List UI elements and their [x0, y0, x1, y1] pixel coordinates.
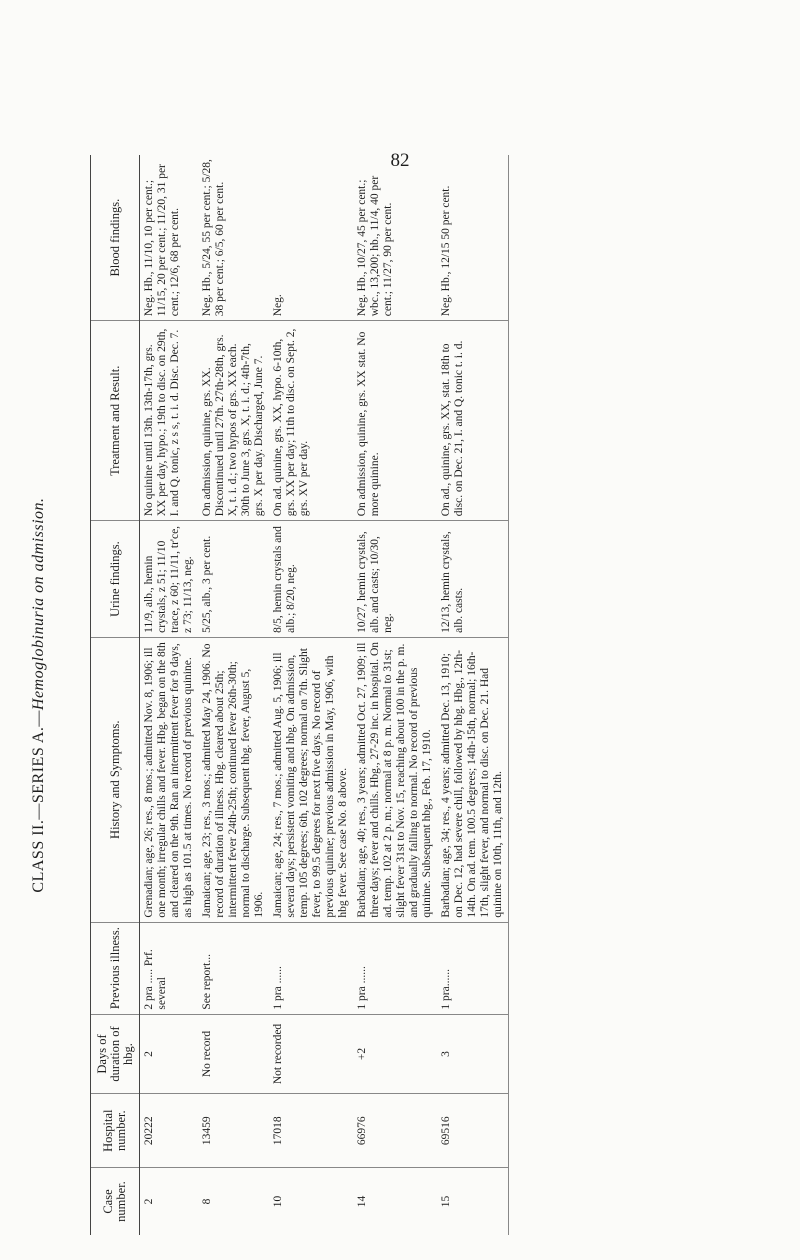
cell-hospital-number: 66976 — [353, 1094, 437, 1168]
header-treatment: Treatment and Result. — [91, 321, 140, 521]
cell-history: Jamaican; age, 24; res., 7 mos.; admitted Aug. 5, 1906; ill several days; persistent vomiting and hbg. On admission, temp. 105 degrees; 6th, 102 degrees; normal on 7th. Slight fever, to 99.5 degrees for next five days. No record of previous quinine; previous admission in May, 1906, with hbg fever. See case No. 8 above. — [269, 637, 353, 922]
header-previous-illness: Previous illness. — [91, 922, 140, 1014]
cell-case-number: 10 — [272, 1195, 284, 1208]
cell-blood: Neg. Hb., 10/27, 45 per cent.; wbc., 13,200; hb., 11/4, 40 per cent.; 11/27, 90 per cent. — [353, 155, 437, 321]
cell-urine: 5/25, alb., 3 per cent. — [198, 521, 269, 638]
header-case-number: Case number. — [91, 1168, 140, 1236]
cell-hospital-number: 13459 — [198, 1094, 269, 1168]
cell-days-duration: Not recorded — [269, 1014, 353, 1094]
cell-treatment: On admission, quinine, grs. XX stat. No more quinine. — [353, 321, 437, 521]
cell-previous-illness: See report... — [198, 922, 269, 1014]
cell-treatment: No quinine until 13th. 13th-17th, grs. XX per day, hypo.; 19th to disc. on 29th, I. and Q. tonic, z s s, t. i. d. Disc. Dec. 7. — [140, 321, 199, 521]
cell-case-number: 2 — [143, 1198, 155, 1205]
cell-urine: 10/27, hemin crystals, alb. and casts; 10/30, neg. — [353, 521, 437, 638]
cell-treatment: On ad., quinine, grs. XX, stat. 18th to disc. on Dec. 21, I. and Q. tonic t. i. d. — [437, 321, 509, 521]
cell-case-number: 15 — [437, 1168, 509, 1236]
page-number: 82 — [390, 150, 410, 171]
cell-urine: 8/5, hemin crystals and alb.; 8/20, neg. — [269, 521, 353, 638]
cell-hospital-number: 17018 — [269, 1094, 353, 1168]
cell-previous-illness: 1 pra ...... — [269, 922, 353, 1014]
cell-treatment: On admission, quinine, grs. XX. Discontinued until 27th. 27th-28th, grs. X, t. i. d.; two hypos of grs. XX each. 30th to June 3, grs. X, t. i. d.; 4th-7th, grs. X per day. Discharged, June 7. — [198, 321, 269, 521]
cell-treatment: On ad. quinine, grs. XX, hypo. 6-10th, grs. XX per day; 11th to disc. on Sept. 2, grs. XV per day. — [269, 321, 353, 521]
series-title-italic: Hemoglobinuria on admission. — [30, 497, 47, 711]
cell-days-duration: No record — [198, 1014, 269, 1094]
cell-history: Grenadian; age, 26; res., 8 mos.; admitted Nov. 8, 1906; ill one month; irregular chills and fever. Hbg. began on the 8th and cleared on the 9th. Ran an intermittent fever for 9 days, as high as 101.5 at times. No record of previous quinine. — [140, 637, 199, 922]
table-header-row — [91, 155, 140, 1235]
table-row — [437, 155, 509, 1235]
cell-history: Barbadian; age, 40; res., 3 years; admitted Oct. 27, 1909; ill three days; fever and chills. Hbg., 27-29 inc. in hospital. On ad. temp. 102 at 2 p. m.; normal at 8 p. m. Normal to 31st; slight fever 31st to Nov. 15, reaching about 100 in the p. m. and gradually falling to normal. No record of previous quinine. Subsequent hbg., Feb. 17, 1910. — [353, 637, 437, 922]
header-history: History and Symptoms. — [91, 637, 140, 922]
series-title — [30, 155, 48, 1235]
cell-history: Barbadian; age, 34; res., 4 years; admitted Dec. 13, 1910; on Dec. 12, had severe chill, followed by hbg. Hbg., 12th-14th. On ad. tem. 100.5 degrees; 14th-15th, normal; 16th-17th, slight fever, and normal to disc. on Dec. 21. Had quinine on 10th, 11th, and 12th. — [437, 637, 509, 922]
cell-previous-illness: 1 pra ...... — [353, 922, 437, 1014]
cell-hospital-number: 69516 — [437, 1094, 509, 1168]
series-title-main: CLASS II.—SERIES A.— — [30, 710, 47, 893]
header-hospital-number: Hospital number. — [91, 1094, 140, 1168]
header-urine: Urine findings. — [91, 521, 140, 638]
table-row — [140, 155, 199, 1235]
table-row — [198, 155, 269, 1235]
header-blood: Blood findings. — [91, 155, 140, 321]
cell-previous-illness: 1 pra...... — [437, 922, 509, 1014]
table-row — [353, 155, 437, 1235]
cell-hospital-number: 20222 — [140, 1094, 199, 1168]
cell-urine: 12/13, hemin crystals, alb. casts. — [437, 521, 509, 638]
cell-case-number: 8 — [201, 1198, 213, 1205]
cell-blood: Neg. Hb., 12/15 50 per cent. — [437, 155, 509, 321]
table-row — [269, 155, 353, 1235]
cell-days-duration: 2 — [140, 1014, 199, 1094]
cell-previous-illness: 2 pra ..... Prf. several — [140, 922, 199, 1014]
cell-blood: Neg. Hb., 5/24, 55 per cent.; 5/28, 38 per cent.; 6/5, 60 per cent. — [198, 155, 269, 321]
cell-urine: 11/9, alb., hemin crystals, z 51; 11/10 trace, z 60; 11/11, tr'ce, z 73; 11/13, neg. — [140, 521, 199, 638]
cell-case-number: 14 — [356, 1195, 368, 1208]
rotated-table-page — [30, 155, 720, 1235]
cell-history: Jamaican; age, 23; res., 3 mos.; admitted May 24, 1906. No record of duration of illness. Hbg. cleared about 25th; intermittent fever 24th-25th; continued fever 26th-30th; normal to discharge. Subsequent hbg. fever, August 5, 1906. — [198, 637, 269, 922]
cell-days-duration: 3 — [437, 1014, 509, 1094]
cell-blood: Neg. Hb., 11/10, 10 per cent.; 11/15, 20 per cent.; 11/20, 31 per cent.; 12/6, 68 per cent. — [140, 155, 199, 321]
cell-blood: Neg. — [269, 155, 353, 321]
cell-days-duration: +2 — [353, 1014, 437, 1094]
header-days-duration: Days of duration of hbg. — [91, 1014, 140, 1094]
case-table — [90, 155, 509, 1235]
